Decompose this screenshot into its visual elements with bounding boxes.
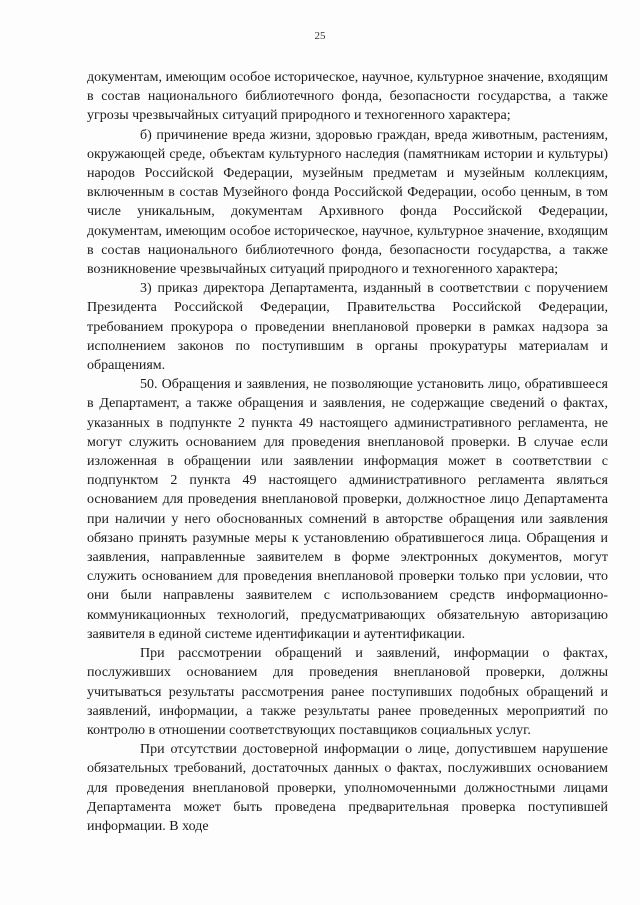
paragraph-continuation: документам, имеющим особое историческое, научное, культурное значение, входящим в состав национального библиотечного фонда, безопасности государства, а также угрозы чрезвычайных ситуаций природного и техногенного характера; <box>87 70 608 124</box>
paragraph-item-3: 3) приказ директора Департамента, изданный в соответствии с поручением Президента Российской Федерации, Правительства Российской Федерации, требованием прокурора о проведении внеплановой проверки в рамках надзора за исполнением законов по поступившим в органы прокуратуры материалам и обращениям. <box>87 281 608 374</box>
paragraph-clause-50: 50. Обращения и заявления, не позволяющие установить лицо, обратившееся в Департамент, а также обращения и заявления, не содержащие сведений о фактах, указанных в подпункте 2 пункта 49 настоящего административного регламента, не могут служить основанием для проведения внеплановой проверки. В случае если изложенная в обращении или заявлении информация может в соответствии с подпунктом 2 пункта 49 настоящего административного регламента являться основанием для проведения внеплановой проверки, должностное лицо Департамента при наличии у него обоснованных сомнений в авторстве обращения или заявления обязано принять разумные меры к установлению обратившегося лица. Обращения и заявления, направленные заявителем в форме электронных документов, могут служить основанием для проведения внеплановой проверки только при условии, что они были направлены заявителем с использованием средств информационно-коммуникационных технологий, предусматривающих обязательную авторизацию заявителя в единой системе идентификации и аутентификации. <box>87 377 608 642</box>
paragraph-preliminary-check: При отсутствии достоверной информации о лице, допустившем нарушение обязательных требований, достаточных данных о фактах, послуживших основанием для проведения внеплановой проверки, уполномоченными должностными лицами Департамента может быть проведена предварительная проверка поступившей информации. В ходе <box>87 742 608 834</box>
paragraph-consideration: При рассмотрении обращений и заявлений, информации о фактах, послуживших основанием для проведения внеплановой проверки, должны учитываться результаты рассмотрения ранее поступивших подобных обращений и заявлений, информации, а также результаты ранее проведенных мероприятий по контролю в отношении соответствующих поставщиков социальных услуг. <box>87 646 608 738</box>
document-body <box>87 68 608 836</box>
paragraph-subitem-b: б) причинение вреда жизни, здоровью граждан, вреда животным, растениям, окружающей среде, объектам культурного наследия (памятникам истории и культуры) народов Российской Федерации, музейным предметам и музейным коллекциям, включенным в состав Музейного фонда Российской Федерации, особо ценным, в том числе уникальным, документам Архивного фонда Российской Федерации, документам, имеющим особое историческое, научное, культурное значение, входящим в состав национального библиотечного фонда, безопасности государства, а также возникновение чрезвычайных ситуаций природного и техногенного характера; <box>87 127 608 278</box>
page-number: 25 <box>314 30 326 42</box>
